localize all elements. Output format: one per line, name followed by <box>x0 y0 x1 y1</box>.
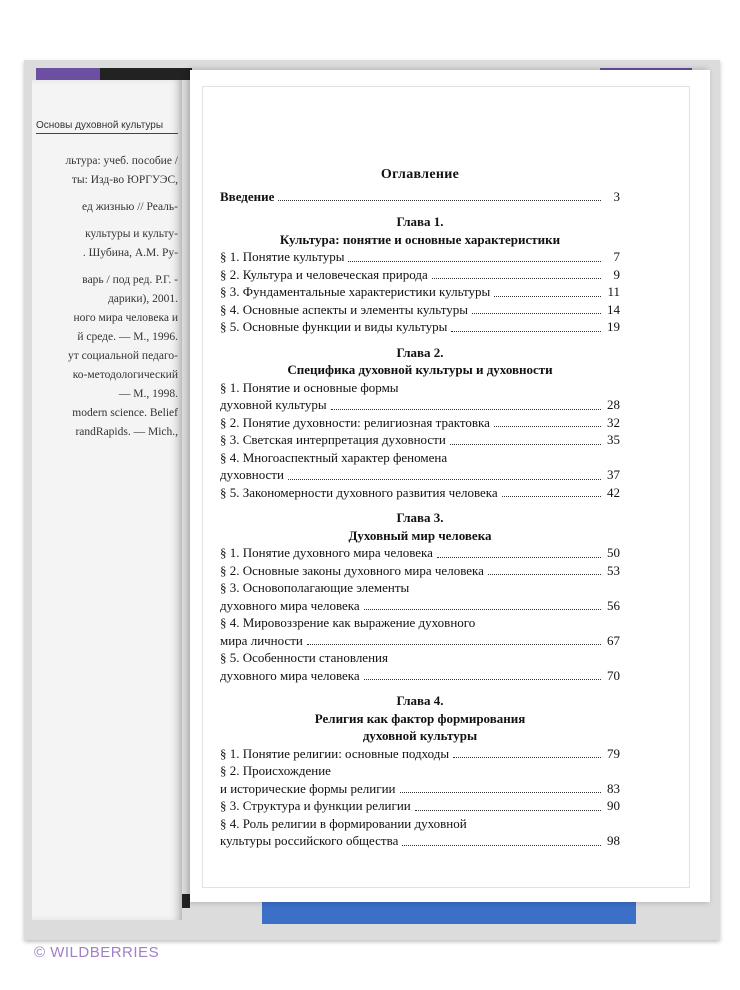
toc-page-number: 32 <box>607 414 620 430</box>
leader-dots <box>502 496 601 497</box>
toc-entry-line: § 5. Особенности становления <box>220 650 388 665</box>
leader-dots <box>307 644 601 645</box>
cover-stripe-black <box>100 68 192 80</box>
bibliography-line: й среде. — М., 1996. <box>77 331 178 343</box>
leader-dots <box>348 261 601 262</box>
bibliography-line: льтура: учеб. пособие / <box>65 155 178 167</box>
toc-entry-label: § 5. Закономерности духовного развития человека <box>220 484 498 500</box>
toc-entry-label: § 2. Основные законы духовного мира человека <box>220 562 484 578</box>
toc-page-number: 7 <box>613 249 620 264</box>
toc-entry-label: и исторические формы религии <box>220 780 396 796</box>
toc-entry-label: § 5. Основные функции и виды культуры <box>220 319 448 334</box>
chapters <box>220 213 620 850</box>
toc-page-number: 67 <box>607 632 620 648</box>
toc-entry-label: § 4. Основные аспекты и элементы культуры <box>220 301 468 317</box>
left-page <box>32 80 182 920</box>
leader-dots <box>364 679 601 680</box>
toc-entry <box>220 597 620 615</box>
toc-entry-label: культуры российского общества <box>220 833 399 848</box>
toc-entry-label: духовного мира человека <box>220 597 360 613</box>
leader-dots <box>278 200 601 201</box>
toc-page-number: 53 <box>607 562 620 578</box>
chapter-title: Специфика духовной культуры и духовности <box>287 362 553 377</box>
chapter-title: Религия как фактор формирования <box>314 710 526 726</box>
cover-stripe-purple <box>36 68 100 80</box>
leader-dots <box>488 574 601 575</box>
leader-dots <box>400 792 602 793</box>
toc-page-number: 79 <box>607 745 620 761</box>
leader-dots <box>288 479 601 480</box>
toc-entry <box>220 484 620 502</box>
toc-entry-line: § 4. Мировоззрение как выражение духовного <box>220 615 476 630</box>
leader-dots <box>432 278 601 279</box>
chapter-title: духовной культуры <box>362 728 478 743</box>
bibliography-line <box>32 190 178 198</box>
watermark: © WILDBERRIES <box>34 944 160 961</box>
running-header: Основы духовной культуры <box>36 120 178 134</box>
toc-entry <box>220 318 620 336</box>
chapter-number: Глава 1. <box>396 214 444 229</box>
toc-entry <box>220 544 620 562</box>
toc-entry-label: § 3. Светская интерпретация духовности <box>220 432 446 447</box>
toc-entry <box>220 780 620 798</box>
toc-entry-line: § 4. Многоаспектный характер феномена <box>220 449 448 465</box>
toc-page-number: 28 <box>607 397 620 412</box>
leader-dots <box>453 757 601 758</box>
right-page <box>190 70 710 902</box>
bibliography-line: варь / под ред. Р.Г. - <box>82 274 178 286</box>
toc-page-number: 42 <box>607 484 620 500</box>
toc-page-number: 11 <box>607 284 620 299</box>
chapter-number: Глава 3. <box>396 510 444 525</box>
bibliography-line: modern science. Belief <box>72 407 178 419</box>
toc-entry <box>220 797 620 815</box>
chapter-title: Культура: понятие и основные характеристики <box>279 231 561 247</box>
toc-entry <box>220 832 620 850</box>
chapter-title: Духовный мир человека <box>348 527 492 543</box>
leader-dots <box>415 810 601 811</box>
toc-entry <box>220 396 620 414</box>
toc-entry-label: § 2. Культура и человеческая природа <box>220 266 428 282</box>
toc-entry <box>220 266 620 284</box>
toc-entry <box>220 667 620 685</box>
toc-entry-line: § 2. Происхождение <box>220 763 331 778</box>
toc-entry <box>220 283 620 301</box>
leader-dots <box>331 409 601 410</box>
toc-page-number: 19 <box>607 319 620 334</box>
toc-entry-label: духовного мира человека <box>220 667 360 683</box>
toc-entry-label: § 3. Структура и функции религии <box>220 798 411 813</box>
toc-entry <box>220 301 620 319</box>
toc-entry-label: § 3. Фундаментальные характеристики культуры <box>220 284 491 299</box>
bibliography-line: — М., 1998. <box>118 388 178 400</box>
bibliography-fragment <box>32 152 178 442</box>
toc-entry <box>220 632 620 650</box>
leader-dots <box>494 296 601 297</box>
toc-page-number: 83 <box>607 780 620 796</box>
table-of-contents <box>220 166 620 850</box>
bibliography-line: . Шубина, А.М. Ру- <box>82 247 178 259</box>
bibliography-line: ного мира человека и <box>73 312 178 324</box>
toc-entry-label: § 1. Понятие религии: основные подходы <box>220 745 450 761</box>
leader-dots <box>364 609 601 610</box>
chapter-number: Глава 2. <box>396 344 444 360</box>
leader-dots <box>494 426 601 427</box>
toc-entry-label: § 2. Понятие духовности: религиозная трактовка <box>220 414 490 430</box>
toc-page-number: 9 <box>613 266 620 282</box>
leader-dots <box>450 444 601 445</box>
toc-entry <box>220 248 620 266</box>
toc-page-number: 14 <box>607 301 620 317</box>
toc-entry-line: § 4. Роль религии в формировании духовной <box>220 815 467 831</box>
toc-page-number: 3 <box>613 188 620 204</box>
bibliography-line: дарики), 2001. <box>107 293 178 305</box>
bibliography-line: культуры и культу- <box>85 228 178 240</box>
toc-entry <box>220 466 620 484</box>
toc-entry <box>220 745 620 763</box>
bibliography-line: ты: Изд-во ЮРГУЭС, <box>71 174 178 186</box>
toc-page-number: 35 <box>607 432 620 447</box>
leader-dots <box>472 313 601 314</box>
bibliography-line <box>32 217 178 225</box>
toc-page-number: 37 <box>607 467 620 482</box>
bibliography-line: randRapids. — Mich., <box>75 426 178 438</box>
chapter-number: Глава 4. <box>396 693 444 708</box>
toc-entry-label: духовности <box>220 467 284 482</box>
bibliography-line: ед жизнью // Реаль- <box>82 201 178 213</box>
leader-dots <box>451 331 601 332</box>
toc-entry-line: § 3. Основополагающие элементы <box>220 580 410 595</box>
toc-entry-label: § 1. Понятие духовного мира человека <box>220 545 433 560</box>
toc-title: Оглавление <box>380 167 460 182</box>
toc-entry-label: мира личности <box>220 632 303 648</box>
toc-entry-label: § 1. Понятие культуры <box>220 249 345 264</box>
toc-entry-intro <box>220 188 620 206</box>
bibliography-line <box>32 263 178 271</box>
bibliography-line: ут социальной педаго- <box>67 350 178 362</box>
toc-entry-label: Введение <box>220 188 275 204</box>
toc-page-number: 50 <box>607 545 620 560</box>
toc-page-number: 98 <box>607 833 620 848</box>
toc-entry-label: духовной культуры <box>220 397 327 412</box>
leader-dots <box>437 557 601 558</box>
toc-page-number: 56 <box>607 597 620 613</box>
leader-dots <box>402 845 601 846</box>
toc-entry <box>220 414 620 432</box>
toc-page-number: 90 <box>607 798 620 813</box>
toc-entry <box>220 431 620 449</box>
toc-page-number: 70 <box>607 667 620 683</box>
toc-entry <box>220 562 620 580</box>
toc-entry-line: § 1. Понятие и основные формы <box>220 379 399 395</box>
bibliography-line: ко-методологический <box>72 369 178 381</box>
